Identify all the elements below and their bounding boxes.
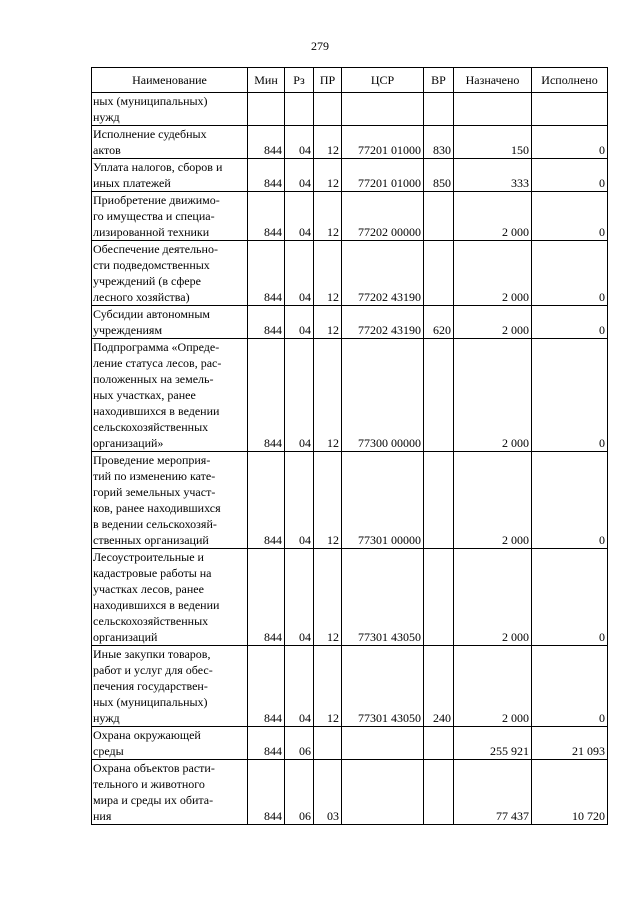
- cell-executed: 0: [532, 192, 608, 241]
- header-rz: Рз: [285, 68, 314, 93]
- cell-min: [248, 93, 285, 126]
- cell-assigned: 2 000: [454, 339, 532, 452]
- cell-min: 844: [248, 241, 285, 306]
- cell-min: 844: [248, 646, 285, 727]
- cell-name: Исполнение судебных актов: [92, 126, 248, 159]
- table-row: [92, 549, 608, 646]
- table-row: [92, 339, 608, 452]
- cell-pr: 12: [314, 549, 342, 646]
- table-row: [92, 159, 608, 192]
- cell-min: 844: [248, 126, 285, 159]
- cell-rz: [285, 93, 314, 126]
- cell-csr: [342, 727, 424, 760]
- cell-min: 844: [248, 306, 285, 339]
- cell-name: Уплата налогов, сборов и иных платежей: [92, 159, 248, 192]
- cell-assigned: 2 000: [454, 192, 532, 241]
- cell-assigned: 2 000: [454, 241, 532, 306]
- cell-csr: 77301 43050: [342, 549, 424, 646]
- cell-pr: 12: [314, 646, 342, 727]
- cell-executed: 0: [532, 452, 608, 549]
- cell-vr: [424, 93, 454, 126]
- cell-executed: 0: [532, 126, 608, 159]
- cell-min: 844: [248, 452, 285, 549]
- budget-table: [91, 67, 608, 825]
- cell-vr: [424, 192, 454, 241]
- cell-executed: 0: [532, 306, 608, 339]
- table-row: [92, 306, 608, 339]
- cell-csr: 77202 43190: [342, 241, 424, 306]
- cell-assigned: 2 000: [454, 646, 532, 727]
- cell-executed: 0: [532, 646, 608, 727]
- cell-csr: 77300 00000: [342, 339, 424, 452]
- cell-name: Охрана окружающей среды: [92, 727, 248, 760]
- cell-rz: 04: [285, 159, 314, 192]
- cell-min: 844: [248, 727, 285, 760]
- cell-assigned: 255 921: [454, 727, 532, 760]
- cell-pr: [314, 727, 342, 760]
- table-row: [92, 192, 608, 241]
- cell-csr: 77301 00000: [342, 452, 424, 549]
- header-csr: ЦСР: [342, 68, 424, 93]
- cell-pr: 12: [314, 241, 342, 306]
- cell-name: Субсидии автономным учреждениям: [92, 306, 248, 339]
- cell-pr: 12: [314, 339, 342, 452]
- header-pr: ПР: [314, 68, 342, 93]
- cell-csr: [342, 93, 424, 126]
- cell-csr: 77201 01000: [342, 159, 424, 192]
- cell-vr: [424, 727, 454, 760]
- cell-rz: 04: [285, 306, 314, 339]
- table-header-row: [92, 68, 608, 93]
- table-row: [92, 126, 608, 159]
- table-row: [92, 241, 608, 306]
- cell-rz: 04: [285, 126, 314, 159]
- cell-min: 844: [248, 192, 285, 241]
- cell-csr: 77202 43190: [342, 306, 424, 339]
- cell-csr: 77202 00000: [342, 192, 424, 241]
- cell-rz: 04: [285, 646, 314, 727]
- cell-csr: 77201 01000: [342, 126, 424, 159]
- cell-name: Подпрограмма «Опреде- ление статуса лесов, рас- положенных на земель- ных участках, ранее находившихся в ведении сельскохозяйственных организаций»: [92, 339, 248, 452]
- cell-pr: 12: [314, 192, 342, 241]
- table-row: [92, 452, 608, 549]
- cell-min: 844: [248, 159, 285, 192]
- cell-vr: [424, 549, 454, 646]
- cell-executed: 10 720: [532, 760, 608, 825]
- cell-name: Иные закупки товаров, работ и услуг для обес- печения государствен- ных (муниципальных) нужд: [92, 646, 248, 727]
- cell-vr: 850: [424, 159, 454, 192]
- cell-assigned: 150: [454, 126, 532, 159]
- cell-pr: 12: [314, 159, 342, 192]
- cell-name: Обеспечение деятельно- сти подведомственных учреждений (в сфере лесного хозяйства): [92, 241, 248, 306]
- header-executed: Исполнено: [532, 68, 608, 93]
- cell-rz: 06: [285, 760, 314, 825]
- cell-assigned: 77 437: [454, 760, 532, 825]
- page-number: 279: [311, 39, 329, 53]
- cell-vr: [424, 452, 454, 549]
- cell-rz: 04: [285, 549, 314, 646]
- cell-vr: [424, 760, 454, 825]
- cell-rz: 06: [285, 727, 314, 760]
- cell-name: Проведение мероприя- тий по изменению кате- горий земельных участ- ков, ранее находившихся в ведении сельскохозяй- ственных организаций: [92, 452, 248, 549]
- cell-rz: 04: [285, 241, 314, 306]
- cell-executed: 0: [532, 339, 608, 452]
- cell-name: Охрана объектов расти- тельного и животного мира и среды их обита- ния: [92, 760, 248, 825]
- cell-vr: 620: [424, 306, 454, 339]
- cell-csr: 77301 43050: [342, 646, 424, 727]
- header-assigned: Назначено: [454, 68, 532, 93]
- cell-rz: 04: [285, 452, 314, 549]
- cell-executed: 21 093: [532, 727, 608, 760]
- cell-pr: 03: [314, 760, 342, 825]
- header-vr: ВР: [424, 68, 454, 93]
- cell-assigned: 2 000: [454, 452, 532, 549]
- cell-assigned: 333: [454, 159, 532, 192]
- cell-pr: 12: [314, 452, 342, 549]
- table-row: [92, 646, 608, 727]
- cell-assigned: 2 000: [454, 549, 532, 646]
- cell-pr: 12: [314, 306, 342, 339]
- cell-name: ных (муниципальных) нужд: [92, 93, 248, 126]
- cell-rz: 04: [285, 339, 314, 452]
- table-body: [92, 93, 608, 825]
- cell-vr: 830: [424, 126, 454, 159]
- table-row: [92, 760, 608, 825]
- cell-min: 844: [248, 760, 285, 825]
- cell-pr: [314, 93, 342, 126]
- cell-executed: [532, 93, 608, 126]
- table-row: [92, 727, 608, 760]
- table-row: [92, 93, 608, 126]
- cell-rz: 04: [285, 192, 314, 241]
- cell-name: Приобретение движимо- го имущества и специа- лизированной техники: [92, 192, 248, 241]
- cell-name: Лесоустроительные и кадастровые работы на участках лесов, ранее находившихся в ведении сельскохозяйственных организаций: [92, 549, 248, 646]
- cell-min: 844: [248, 549, 285, 646]
- cell-vr: 240: [424, 646, 454, 727]
- cell-csr: [342, 760, 424, 825]
- cell-assigned: [454, 93, 532, 126]
- cell-executed: 0: [532, 241, 608, 306]
- cell-min: 844: [248, 339, 285, 452]
- cell-executed: 0: [532, 549, 608, 646]
- cell-vr: [424, 241, 454, 306]
- cell-pr: 12: [314, 126, 342, 159]
- header-name: Наименование: [92, 68, 248, 93]
- header-min: Мин: [248, 68, 285, 93]
- cell-assigned: 2 000: [454, 306, 532, 339]
- cell-executed: 0: [532, 159, 608, 192]
- cell-vr: [424, 339, 454, 452]
